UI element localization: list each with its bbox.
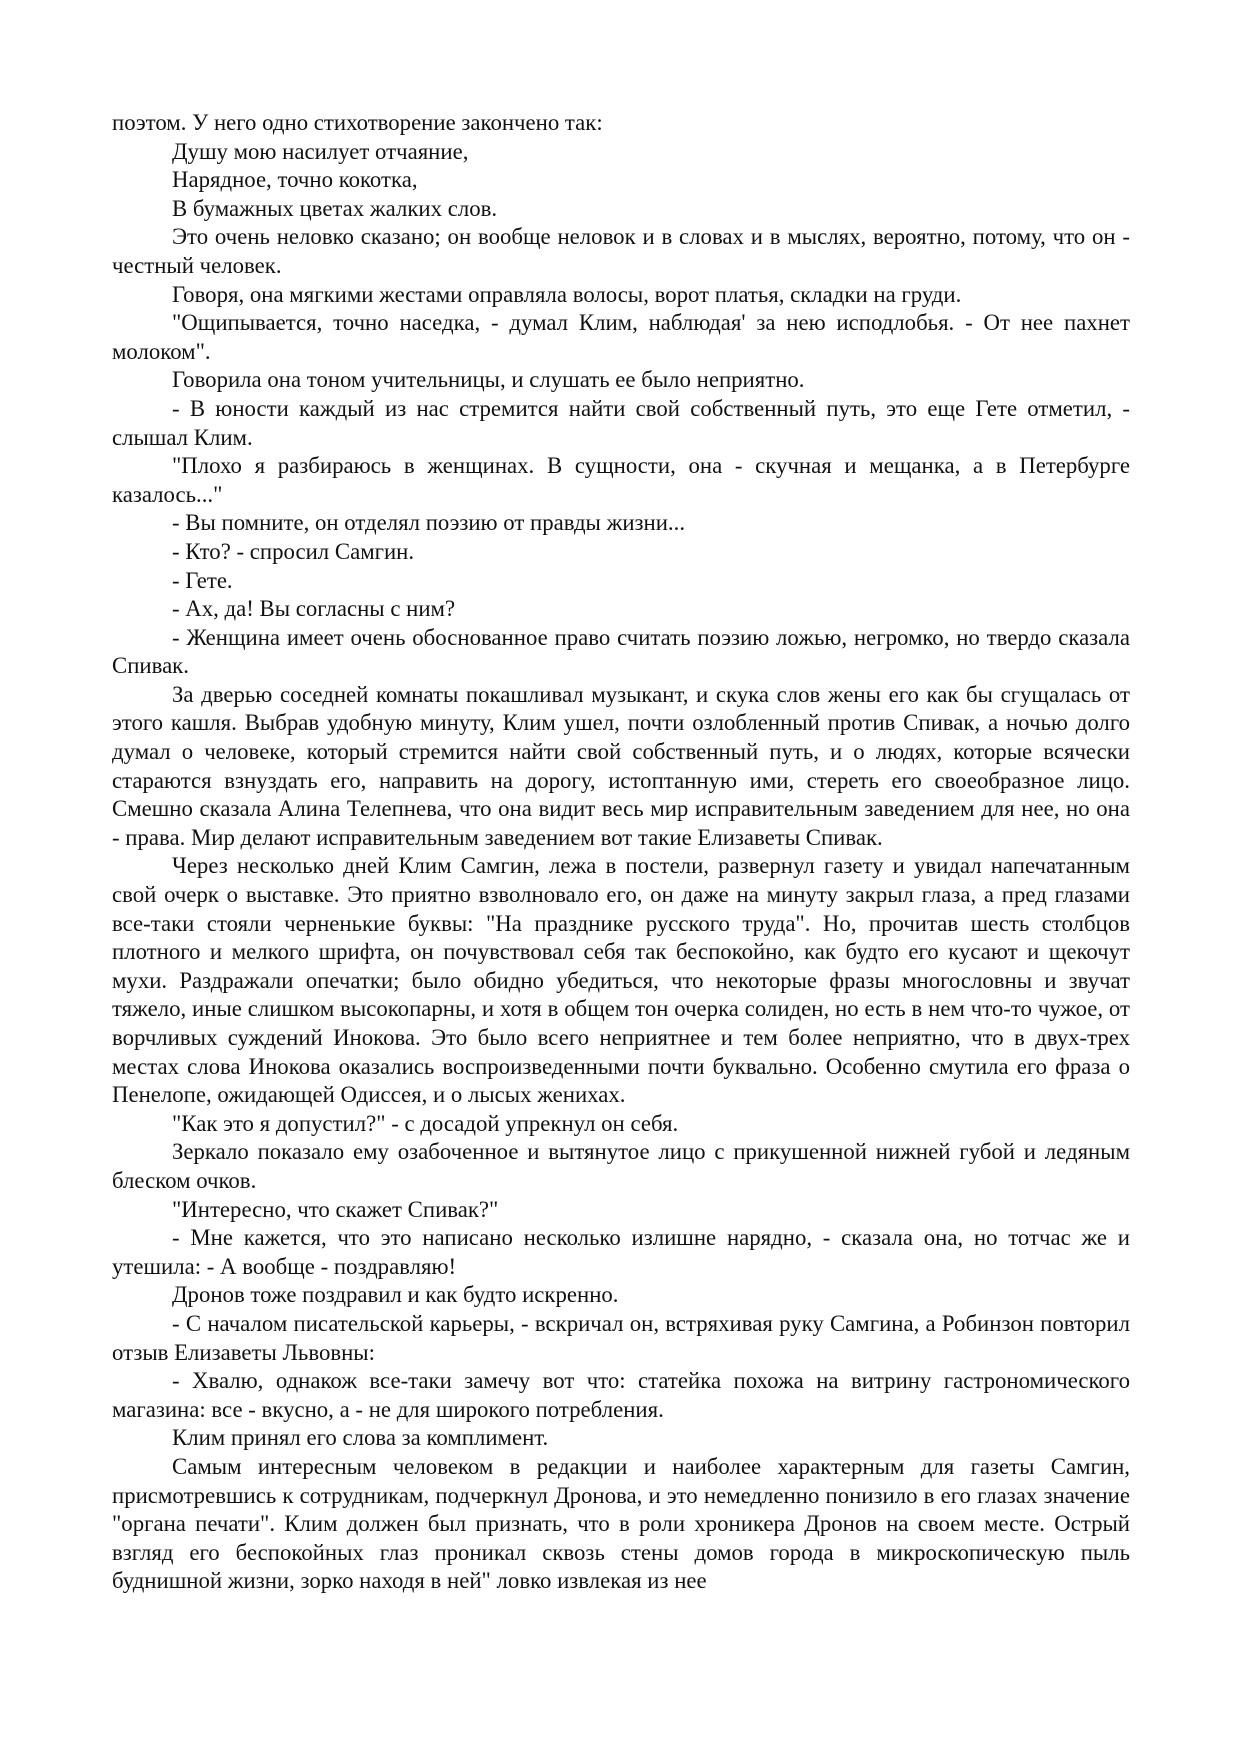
verse-line: Нарядное, точно кокотка, (172, 167, 418, 193)
verse-line: В бумажных цветах жалких слов. (172, 195, 498, 221)
paragraph: "Ощипывается, точно наседка, - думал Клим, наблюдая' за нею исподлобья. - От нее пахнет молоком". (112, 310, 1130, 364)
paragraph: Клим принял его слова за комплимент. (172, 1425, 549, 1451)
paragraph: "Плохо я разбираюсь в женщинах. В сущности, она - скучная и мещанка, а в Петербурге казалось..." (112, 453, 1130, 507)
dialogue-line: - Вы помните, он отделял поэзию от правды жизни... (172, 510, 686, 536)
page-text (112, 109, 1130, 1596)
paragraph: - С началом писательской карьеры, - вскричал он, встряхивая руку Самгина, а Робинзон повторил отзыв Елизаветы Львовны: (112, 1310, 1130, 1365)
paragraph: - Женщина имеет очень обоснованное право считать поэзию ложью, негромко, но твердо сказала Спивак. (112, 624, 1130, 679)
dialogue-line: - Ах, да! Вы согласны с ним? (172, 596, 456, 622)
paragraph: "Как это я допустил?" - с досадой упрекнул он себя. (172, 1110, 679, 1136)
paragraph: За дверью соседней комнаты покашливал музыкант, и скука слов жены его как бы сгущалась от этого кашля. Выбрав удобную минуту, Клим ушел, почти озлобленный против Спивак, а ночью долго думал о человеке, который стремится найти свой собственный путь, и о людях, которые всячески стараются взнуздать его, направить на дорогу, истоптанную ими, стереть его своеобразное лицо. Смешно сказала Алина Телепнева, что она видит весь мир исправительным заведением для нее, но она - права. Мир делают исправительным заведением вот такие Елизаветы Спивак. (112, 681, 1130, 850)
paragraph: Через несколько дней Клим Самгин, лежа в постели, развернул газету и увидал напечатанным свой очерк о выставке. Это приятно взволновало его, он даже на минуту закрыл глаза, а пред глазами все-таки стояли черненькие буквы: "На празднике русского труда". Но, прочитав шесть столбцов плотного и мелкого шрифта, он почувствовал себя так беспокойно, как будто его кусают и щекочут мухи. Раздражали опечатки; было обидно убедиться, что некоторые фразы многословны и звучат тяжело, иные слишком высокопарны, и хотя в общем тон очерка солиден, но есть в нем что-то чужое, от ворчливых суждений Инокова. Это было всего неприятнее и тем более неприятно, что в двух-трех местах слова Инокова оказались воспроизведенными почти буквально. Особенно смутила его фраза о Пенелопе, ожидающей Одиссея, и о лысых женихах. (112, 853, 1130, 1108)
paragraph: - В юности каждый из нас стремится найти свой собственный путь, это еще Гете отметил, - слышал Клим. (112, 395, 1130, 450)
paragraph: Говорила она тоном учительницы, и слушать ее было неприятно. (172, 367, 805, 393)
paragraph: Зеркало показало ему озабоченное и вытянутое лицо с прикушенной нижней губой и ледяным блеском очков. (112, 1139, 1130, 1193)
paragraph: Это очень неловко сказано; он вообще неловок и в словах и в мыслях, вероятно, потому, что он - честный человек. (112, 224, 1130, 278)
dialogue-line: - Гете. (172, 567, 233, 593)
paragraph: - Хвалю, однакож все-таки замечу вот что: статейка похожа на витрину гастрономического магазина: все - вкусно, а - не для широкого потребления. (112, 1368, 1130, 1422)
paragraph: "Интересно, что скажет Спивак?" (172, 1196, 499, 1222)
paragraph: поэтом. У него одно стихотворение закончено так: (112, 110, 603, 135)
paragraph: - Мне кажется, что это написано несколько излишне нарядно, - сказала она, но тотчас же и утешила: - А вообще - поздравляю! (112, 1225, 1130, 1279)
paragraph: Дронов тоже поздравил и как будто искренно. (172, 1282, 619, 1308)
paragraph: Говоря, она мягкими жестами оправляла волосы, ворот платья, складки на груди. (172, 281, 962, 307)
paragraph: Самым интересным человеком в редакции и наиболее характерным для газеты Самгин, присмотревшись к сотрудникам, подчеркнул Дронова, и это немедленно понизило в его глазах значение "органа печати". Клим должен был признать, что в роли хроникера Дронов на своем месте. Острый взгляд его беспокойных глаз проникал сквозь стены домов города в микроскопическую пыль буднишной жизни, зорко находя в ней" ловко извлекая из нее (112, 1453, 1130, 1594)
verse-line: Душу мою насилует отчаяние, (172, 138, 469, 164)
dialogue-line: - Кто? - спросил Самгин. (172, 538, 415, 564)
